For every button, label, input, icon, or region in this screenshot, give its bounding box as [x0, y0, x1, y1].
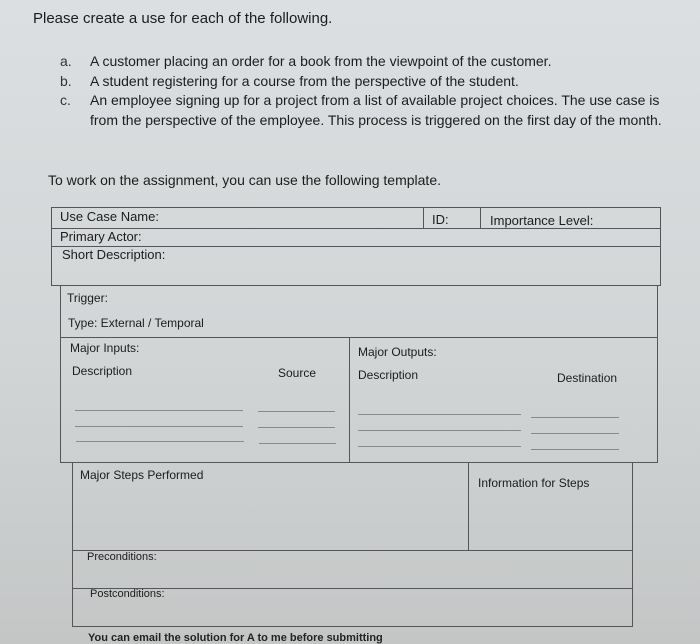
answer-line	[358, 430, 521, 431]
answer-line	[358, 446, 521, 447]
answer-line	[75, 410, 243, 411]
output-description-label: Description	[358, 368, 419, 382]
task-text: A student registering for a course from the perspective of the student.	[90, 72, 519, 89]
major-inputs-label: Major Inputs:	[70, 341, 140, 355]
trigger-label: Trigger:	[67, 291, 108, 305]
template-intro: To work on the assignment, you can use the following template.	[48, 172, 441, 188]
destination-label: Destination	[557, 371, 618, 385]
answer-line	[259, 443, 336, 444]
information-for-steps-label: Information for Steps	[478, 476, 590, 490]
use-case-name-label: Use Case Name:	[60, 209, 159, 224]
answer-line	[531, 449, 619, 450]
divider	[60, 337, 658, 338]
divider	[51, 228, 661, 229]
task-marker: b.	[60, 72, 72, 89]
preconditions-label: Preconditions:	[87, 551, 157, 563]
task-text: A customer placing an order for a book from the viewpoint of the customer.	[90, 53, 552, 69]
divider	[423, 207, 424, 228]
answer-line	[531, 417, 619, 418]
input-description-label: Description	[72, 364, 133, 378]
major-steps-label: Major Steps Performed	[80, 468, 204, 482]
task-item-a	[60, 52, 670, 72]
primary-actor-label: Primary Actor:	[60, 229, 142, 244]
short-description-label: Short Description:	[62, 247, 166, 262]
type-label: Type: External / Temporal	[68, 316, 204, 330]
answer-line	[258, 427, 335, 428]
task-item-b	[60, 72, 670, 92]
postconditions-label: Postconditions:	[90, 588, 165, 600]
assignment-title: Please create a use for each of the following.	[33, 10, 333, 27]
answer-line	[76, 441, 244, 442]
divider	[349, 337, 350, 463]
answer-line	[531, 433, 619, 434]
task-item-c	[60, 91, 670, 130]
task-marker: c.	[60, 92, 71, 108]
major-outputs-label: Major Outputs:	[358, 345, 437, 359]
task-text: An employee signing up for a project from a list of available project choices. The use case is from the perspective of the employee. This process is triggered on the first day of the month.	[90, 92, 662, 128]
importance-level-label: Importance Level:	[490, 213, 594, 228]
source-label: Source	[278, 366, 317, 380]
divider	[480, 207, 481, 228]
id-label: ID:	[432, 212, 449, 227]
divider	[468, 462, 469, 550]
answer-line	[258, 411, 335, 412]
task-list	[60, 52, 670, 130]
answer-line	[358, 414, 521, 415]
task-marker: a.	[60, 53, 72, 69]
footer-note: You can email the solution for A to me before submitting	[88, 632, 383, 644]
answer-line	[75, 426, 243, 427]
